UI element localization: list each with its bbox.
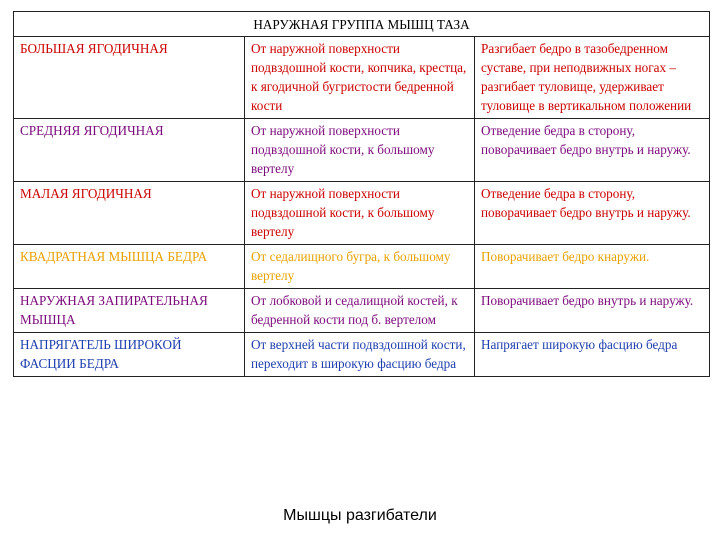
muscle-action-cell: Поворачивает бедро кнаружи. — [475, 245, 710, 289]
muscle-action-cell: Поворачивает бедро внутрь и наружу. — [475, 289, 710, 333]
muscle-name-cell: БОЛЬШАЯ ЯГОДИЧНАЯ — [14, 37, 245, 119]
muscle-origin-cell: От наружной поверхности подвздошной кости, к большому вертелу — [245, 119, 475, 182]
slide-caption: Мышцы разгибатели — [283, 507, 437, 524]
muscle-name-cell: НАПРЯГАТЕЛЬ ШИРОКОЙ ФАСЦИИ БЕДРА — [14, 333, 245, 377]
muscles-table — [13, 11, 710, 377]
muscle-action-cell: Напрягает широкую фасцию бедра — [475, 333, 710, 377]
table-header-row — [14, 12, 710, 37]
muscle-name-cell: НАРУЖНАЯ ЗАПИРАТЕЛЬНАЯ МЫШЦА — [14, 289, 245, 333]
muscle-origin-cell: От наружной поверхности подвздошной кости, к большому вертелу — [245, 182, 475, 245]
table-title: НАРУЖНАЯ ГРУППА МЫШЦ ТАЗА — [14, 12, 710, 37]
muscle-origin-cell: От седалищного бугра, к большому вертелу — [245, 245, 475, 289]
muscle-origin-cell: От наружной поверхности подвздошной кости, копчика, крестца, к ягодичной бугристости бедренной кости — [245, 37, 475, 119]
muscle-name-cell: СРЕДНЯЯ ЯГОДИЧНАЯ — [14, 119, 245, 182]
muscle-name-cell: МАЛАЯ ЯГОДИЧНАЯ — [14, 182, 245, 245]
table-row — [14, 119, 710, 182]
table-row — [14, 289, 710, 333]
muscle-origin-cell: От лобковой и седалищной костей, к бедренной кости под б. вертелом — [245, 289, 475, 333]
table-body — [14, 37, 710, 377]
muscle-origin-cell: От верхней части подвздошной кости, переходит в широкую фасцию бедра — [245, 333, 475, 377]
table-row — [14, 333, 710, 377]
muscle-action-cell: Отведение бедра в сторону, поворачивает бедро внутрь и наружу. — [475, 119, 710, 182]
muscle-action-cell: Разгибает бедро в тазобедренном суставе, при неподвижных ногах – разгибает туловище, удерживает туловище в вертикальном положении — [475, 37, 710, 119]
table-row — [14, 37, 710, 119]
muscle-action-cell: Отведение бедра в сторону, поворачивает бедро внутрь и наружу. — [475, 182, 710, 245]
table-row — [14, 245, 710, 289]
muscle-name-cell: КВАДРАТНАЯ МЫШЦА БЕДРА — [14, 245, 245, 289]
table-row — [14, 182, 710, 245]
